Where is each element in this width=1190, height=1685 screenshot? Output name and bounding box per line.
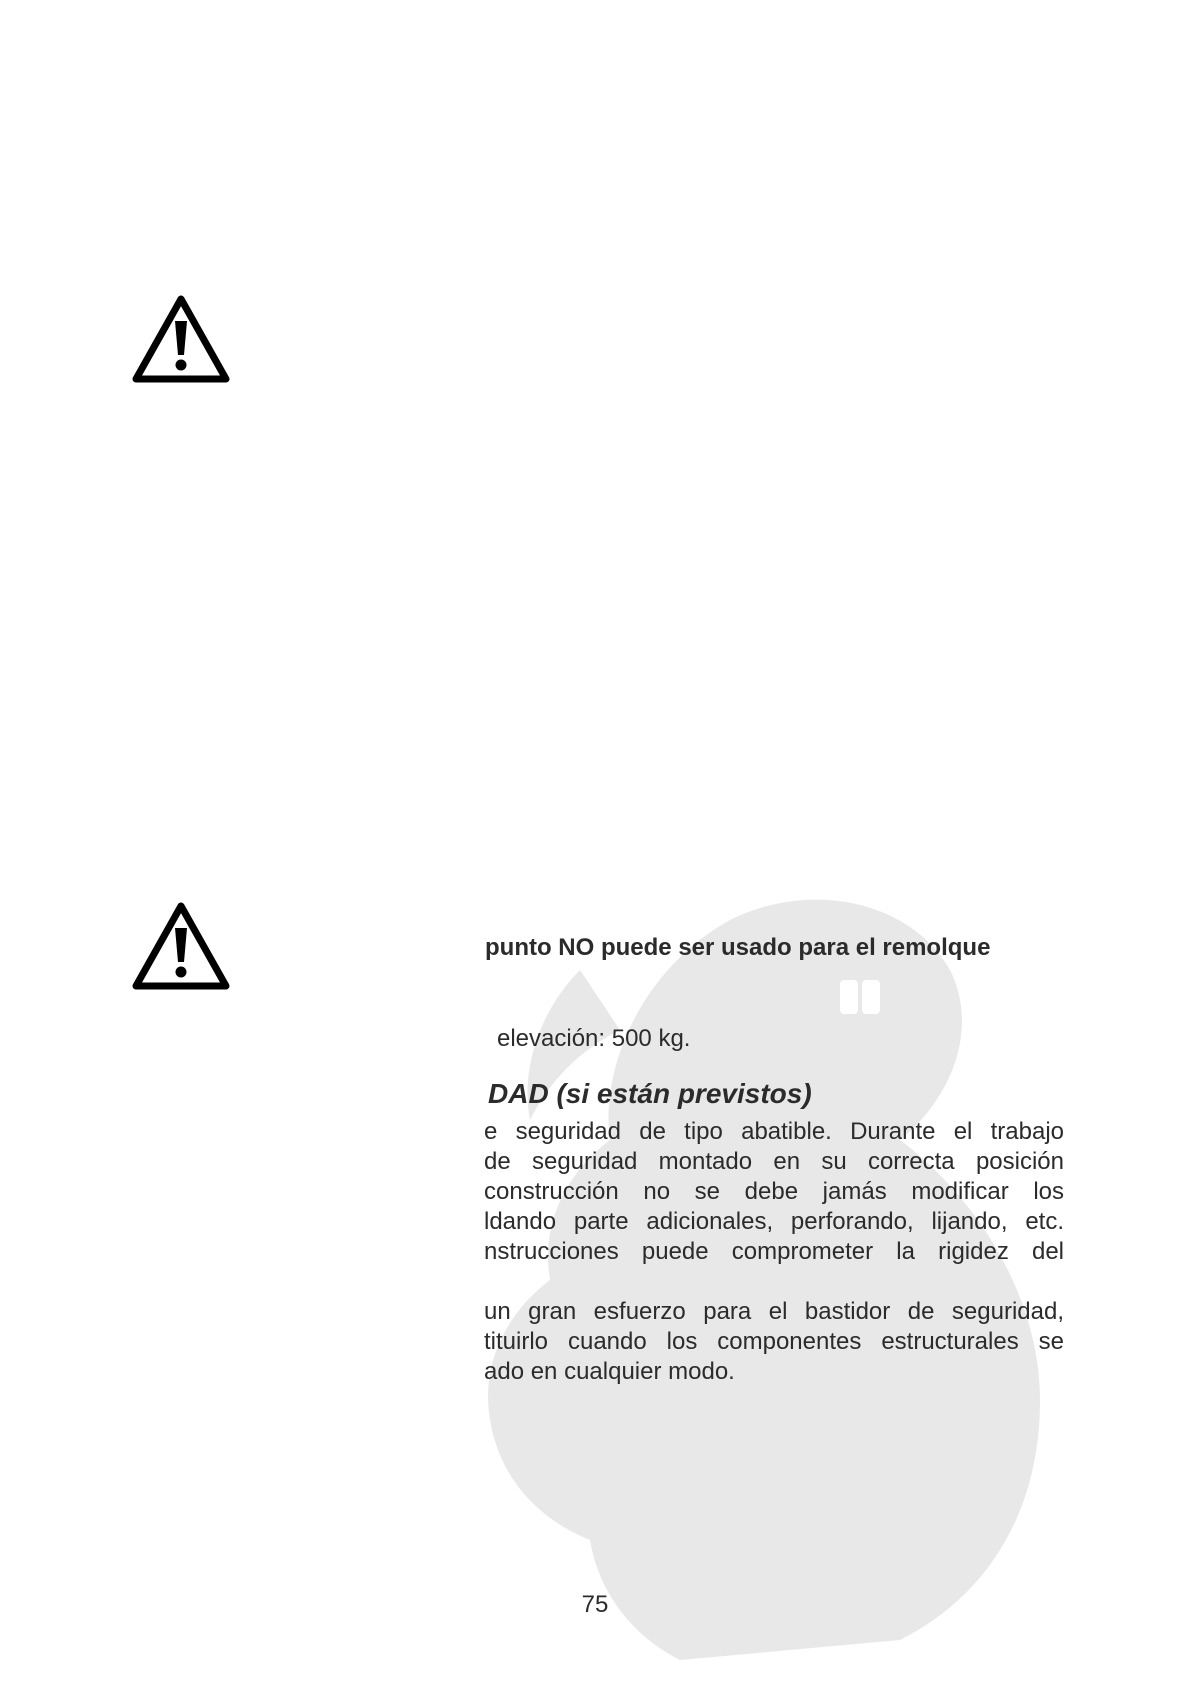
section-heading: DAD (si están previstos) [488, 1078, 812, 1109]
paragraph-line: nstrucciones puede comprometer la rigidez del [484, 1238, 1064, 1265]
towing-warning-text: punto NO puede ser usado para el remolque [485, 934, 991, 961]
safety-frame-paragraph [484, 1117, 1064, 1267]
warning-triangle-icon [131, 293, 231, 385]
beaver-watermark [480, 880, 1100, 1680]
replacement-paragraph [484, 1297, 1064, 1387]
lifting-capacity-text: elevación: 500 kg. [497, 1025, 691, 1052]
paragraph-line: de seguridad montado en su correcta posición [484, 1148, 1064, 1175]
paragraph-line: e seguridad de tipo abatible. Durante el trabajo [484, 1118, 1064, 1145]
paragraph-line: construcción no se debe jamás modificar los [484, 1178, 1064, 1205]
warning-triangle-icon [131, 900, 231, 992]
paragraph-line: un gran esfuerzo para el bastidor de seguridad, [484, 1298, 1064, 1325]
paragraph-line: tituirlo cuando los componentes estructurales se [484, 1328, 1064, 1355]
paragraph-line: ldando parte adicionales, perforando, lijando, etc. [484, 1208, 1064, 1235]
page-number: 75 [581, 1591, 609, 1618]
paragraph-line: ado en cualquier modo. [484, 1358, 735, 1385]
